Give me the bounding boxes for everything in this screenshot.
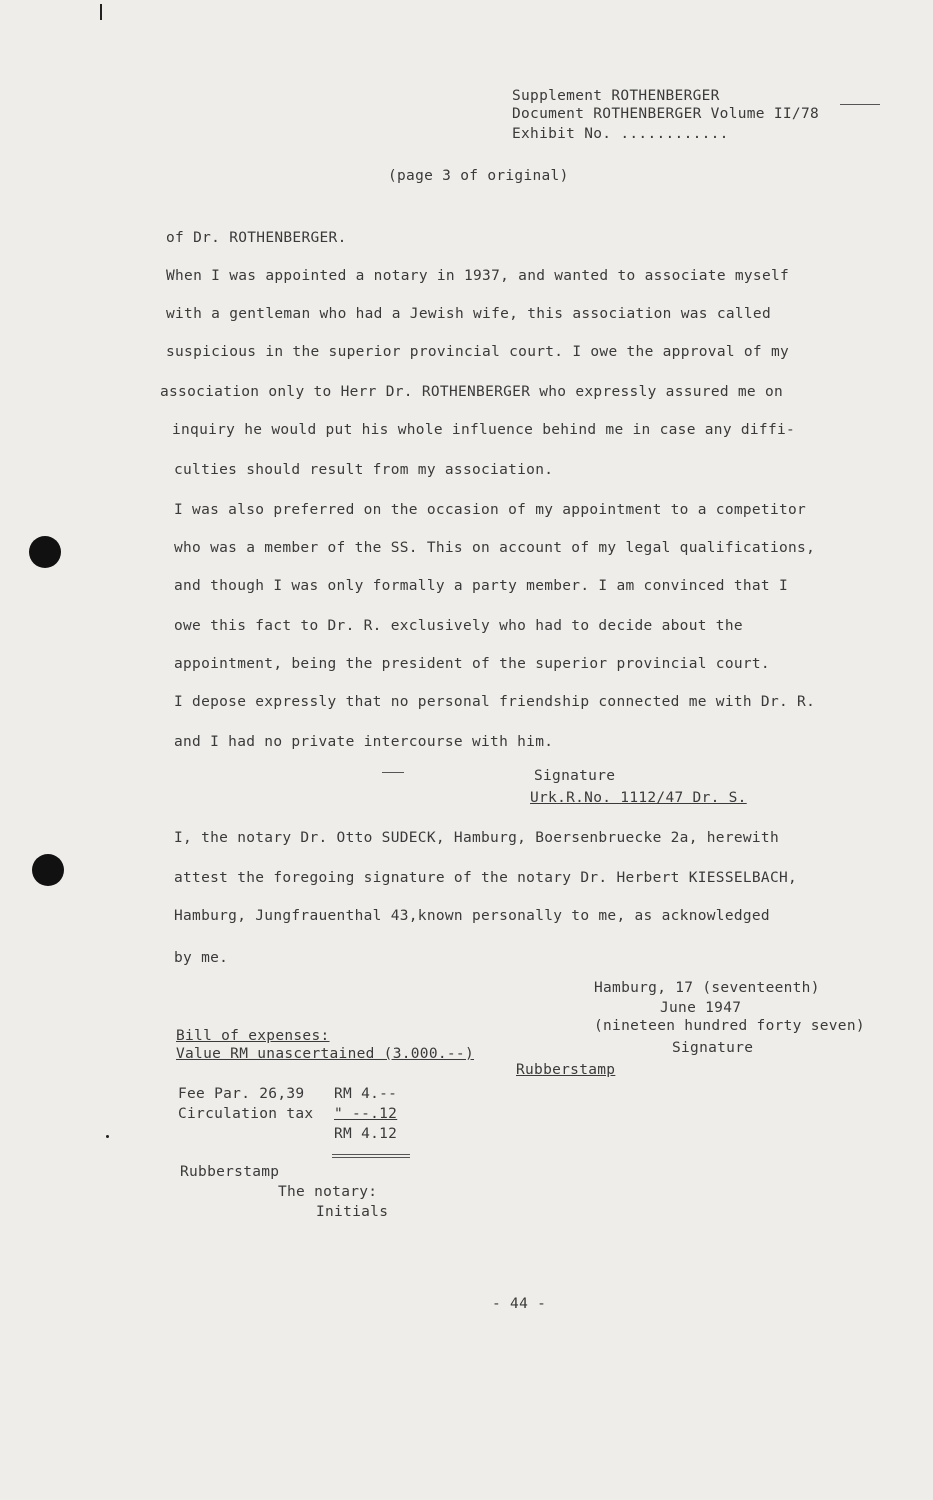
body-line: association only to Herr Dr. ROTHENBERGER who expressly assured me on xyxy=(160,384,784,400)
attest-line: attest the foregoing signature of the notary Dr. Herbert KIESSELBACH, xyxy=(174,870,798,886)
attest-line: Hamburg, Jungfrauenthal 43,known personally to me, as acknowledged xyxy=(174,908,770,924)
punch-hole-bottom xyxy=(32,854,64,886)
supplement-line: Supplement ROTHENBERGER xyxy=(512,88,720,104)
body-line: and I had no private intercourse with him. xyxy=(174,734,554,750)
punch-hole-top xyxy=(29,536,61,568)
attest-line: by me. xyxy=(174,950,229,966)
header-dash-line xyxy=(840,104,880,105)
document-line: Document ROTHENBERGER Volume II/78 xyxy=(512,106,820,122)
body-line: culties should result from my association. xyxy=(174,462,554,478)
body-line: I depose expressly that no personal friendship connected me with Dr. R. xyxy=(174,694,816,710)
total-rule xyxy=(332,1157,410,1158)
month-year: June 1947 xyxy=(660,1000,742,1016)
body-line: suspicious in the superior provincial court. I owe the approval of my xyxy=(166,344,790,360)
tax-value: " --.12 xyxy=(334,1106,398,1122)
footer-rubberstamp: Rubberstamp xyxy=(180,1164,280,1180)
body-line: When I was appointed a notary in 1937, and wanted to associate myself xyxy=(166,268,790,284)
corner-tick-mark xyxy=(100,4,102,20)
body-line: with a gentleman who had a Jewish wife, this association was called xyxy=(166,306,771,322)
tax-label: Circulation tax xyxy=(178,1106,314,1122)
body-line: and though I was only formally a party member. I am convinced that I xyxy=(174,578,789,594)
fee-label: Fee Par. 26,39 xyxy=(178,1086,305,1102)
footer-initials: Initials xyxy=(316,1204,389,1220)
body-line: inquiry he would put his whole influence behind me in case any diffi- xyxy=(172,422,796,438)
date-rubberstamp: Rubberstamp xyxy=(516,1062,616,1078)
place-date: Hamburg, 17 (seventeenth) xyxy=(594,980,820,996)
body-line: who was a member of the SS. This on account of my legal qualifications, xyxy=(174,540,816,556)
total-rule xyxy=(332,1154,410,1155)
expenses-title: Bill of expenses: xyxy=(176,1028,330,1044)
page-note: (page 3 of original) xyxy=(388,168,569,184)
body-line: I was also preferred on the occasion of my appointment to a competitor xyxy=(174,502,807,518)
attest-line: I, the notary Dr. Otto SUDECK, Hamburg, Boersenbruecke 2a, herewith xyxy=(174,830,779,846)
footer-notary: The notary: xyxy=(278,1184,378,1200)
expenses-total: RM 4.12 xyxy=(334,1126,398,1142)
date-signature: Signature xyxy=(672,1040,754,1056)
signature-reference: Urk.R.No. 1112/47 Dr. S. xyxy=(530,790,747,806)
page-number: - 44 - xyxy=(492,1296,547,1312)
body-line: owe this fact to Dr. R. exclusively who had to decide about the xyxy=(174,618,743,634)
fee-value: RM 4.-- xyxy=(334,1086,398,1102)
body-line: appointment, being the president of the superior provincial court. xyxy=(174,656,770,672)
signature-label: Signature xyxy=(534,768,616,784)
margin-dot xyxy=(106,1135,109,1138)
year-words: (nineteen hundred forty seven) xyxy=(594,1018,865,1034)
expenses-value: Value RM unascertained (3.000.--) xyxy=(176,1046,474,1062)
salutation: of Dr. ROTHENBERGER. xyxy=(166,230,347,246)
exhibit-line: Exhibit No. ............ xyxy=(512,126,729,142)
signature-dash xyxy=(382,772,404,773)
